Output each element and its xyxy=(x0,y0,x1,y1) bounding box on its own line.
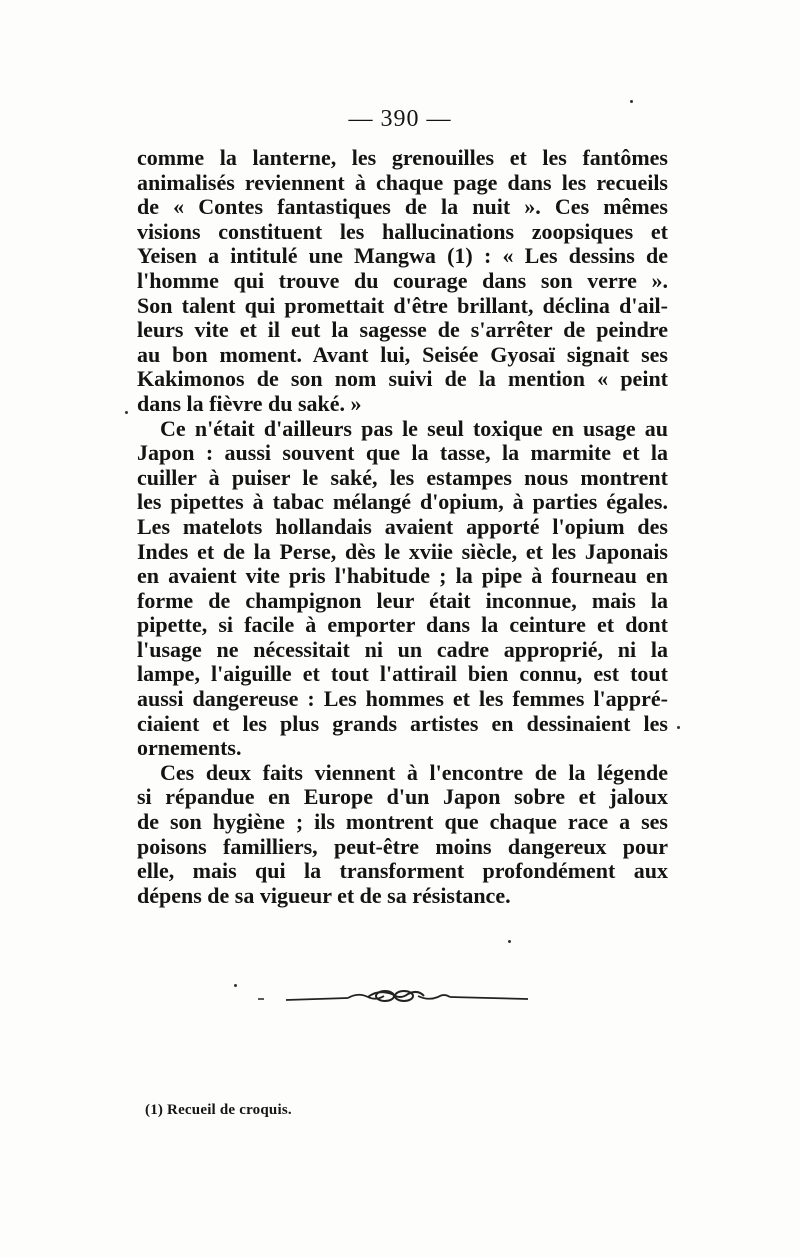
text-line: Japon : aussi souvent que la tasse, la marmite et la xyxy=(137,440,668,466)
text-line: dépens de sa vigueur et de sa résistance. xyxy=(137,882,511,908)
text-line: les pipettes à tabac mélangé d'opium, à parties égales. xyxy=(137,489,668,515)
text-line: au bon moment. Avant lui, Seisée Gyosaï signait ses xyxy=(137,341,668,367)
text-line: visions constituent les hallucinations zoopsiques et xyxy=(137,218,668,244)
text-line: Son talent qui promettait d'être brillant, déclina d'ail- xyxy=(137,292,668,318)
ornament-divider xyxy=(258,986,533,1008)
text-line: comme la lanterne, les grenouilles et les fantômes xyxy=(137,145,668,170)
text-line: l'usage ne nécessitait ni un cadre approprié, ni la xyxy=(137,636,668,662)
text-line: l'homme qui trouve du courage dans son verre ». xyxy=(137,267,668,293)
text-line: en avaient vite pris l'habitude ; la pipe à fourneau en xyxy=(137,563,668,589)
text-line: si répandue en Europe d'un Japon sobre et jaloux xyxy=(137,784,668,810)
text-line: animalisés reviennent à chaque page dans les recueils xyxy=(137,169,668,195)
text-line: Ce n'était d'ailleurs pas le seul toxique en usage au xyxy=(160,415,668,441)
paragraph-2 xyxy=(137,417,668,761)
text-line: Indes et de la Perse, dès le xviie siècle, et les Japonais xyxy=(137,538,668,564)
paper-speck xyxy=(125,411,128,414)
text-line: forme de champignon leur était inconnue, mais la xyxy=(137,587,668,613)
text-line: Yeisen a intitulé une Mangwa (1) : « Les dessins de xyxy=(137,243,668,269)
text-line: dans la fièvre du saké. » xyxy=(137,390,362,416)
paragraph-3 xyxy=(137,761,668,909)
text-line: cuiller à puiser le saké, les estampes nous montrent xyxy=(137,464,668,490)
text-line: leurs vite et il eut la sagesse de s'arrêter de peindre xyxy=(137,317,668,343)
text-line: de son hygiène ; ils montrent que chaque race a ses xyxy=(137,809,668,835)
text-line: pipette, si facile à emporter dans la ceinture et dont xyxy=(137,612,668,638)
body-text xyxy=(137,146,668,908)
footnote: (1) Recueil de croquis. xyxy=(145,1102,292,1118)
paper-speck xyxy=(234,984,237,987)
text-line: ornements. xyxy=(137,735,242,761)
paper-speck xyxy=(677,726,680,729)
text-line: Kakimonos de son nom suivi de la mention « peint xyxy=(137,366,668,392)
paper-speck xyxy=(630,100,633,103)
text-line: lampe, l'aiguille et tout l'attirail bien connu, est tout xyxy=(137,661,668,687)
text-line: Les matelots hollandais avaient apporté l'opium des xyxy=(137,513,668,539)
text-line: Ces deux faits viennent à l'encontre de la légende xyxy=(160,759,668,785)
text-line: aussi dangereuse : Les hommes et les femmes l'appré- xyxy=(137,686,668,712)
text-line: poisons familliers, peut-être moins dangereux pour xyxy=(137,833,668,859)
text-line: ciaient et les plus grands artistes en dessinaient les xyxy=(137,710,668,736)
paragraph-1 xyxy=(137,146,668,417)
text-line: elle, mais qui la transforment profondément aux xyxy=(137,858,668,884)
page-number: — 390 — xyxy=(348,106,452,132)
text-line: de « Contes fantastiques de la nuit ». Ces mêmes xyxy=(137,194,668,220)
paper-speck xyxy=(508,940,511,943)
